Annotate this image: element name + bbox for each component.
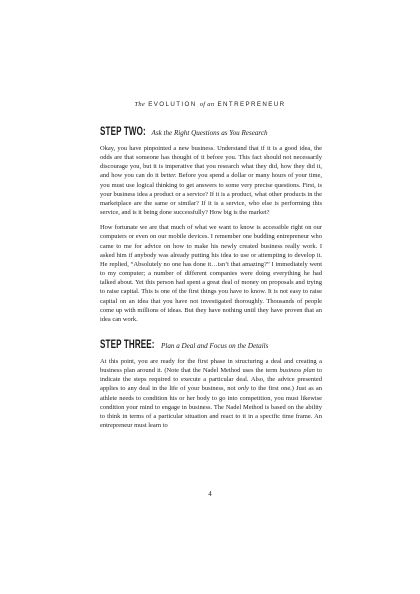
page-body <box>100 124 322 430</box>
step-three-heading <box>100 337 322 353</box>
running-head-pre: The <box>134 101 146 108</box>
step-two-label: STEP TWO: <box>100 126 146 138</box>
running-head <box>0 101 420 108</box>
step-two-heading <box>100 124 322 140</box>
running-head-evolution: EVOLUTION <box>148 101 197 108</box>
step-two-paragraph-2: How fortunate we are that much of what we want to know is accessible right on our computers or even on our mobile devices. I remember one budding entrepreneur who came to me for advice on how to make his newly created business really work. I asked him if anybody was already putting his idea to use or attempting to develop it. He replied, “Absolutely no one has done it…isn’t that amazing?” I immediately went to my computer; a number of different companies were doing everything he had talked about. Yet this person had spent a great deal of money on proposals and trying to raise capital. This is one of the first things you have to know. It is not easy to raise capital on an idea that you have not investigated thoroughly. Thousands of people come up with millions of ideas. But they have nothing until they have proven that an idea can work. <box>100 224 322 323</box>
step-two-subtitle: Ask the Right Questions as You Research <box>151 129 268 137</box>
step-three-subtitle: Plan a Deal and Focus on the Details <box>161 341 269 350</box>
page-number: 4 <box>208 490 212 498</box>
step-three-label: STEP THREE: <box>100 338 155 351</box>
step-three-paragraph-1: At this point, you are ready for the first phase in structuring a deal and creating a business plan around it. (Note that the Nadel Method uses the term business plan to indicate the steps required to execute a particular deal. Also, the advice presented applies to any deal in the life of your business, not only to the first one.) Just as an athlete needs to condition his or her body to go into competition, you must likewise condition your mind to engage in business. The Nadel Method is based on the ability to think in terms of a particular situation and react to it in a specific time frame. An entrepreneur must learn to <box>100 357 322 430</box>
running-head-entrepreneur: ENTREPRENEUR <box>217 101 286 108</box>
running-head-of-an: of an <box>199 101 215 108</box>
step-two-paragraph-1: Okay, you have pinpointed a new business. Understand that if it is a good idea, the odds are that someone has thought of it before you. This fact should not necessarily discourage you, but it is imperative that you research what they did, how they did it, and how you can do it better. Before you spend a dollar or many hours of your time, you must use logical thinking to get answers to some very precise questions. First, is your business idea a product or a service? If it is a product, what other products in the marketplace are the same or similar? If it is a service, who else is performing this service, and is it being done successfully? How big is the market? <box>100 145 322 217</box>
